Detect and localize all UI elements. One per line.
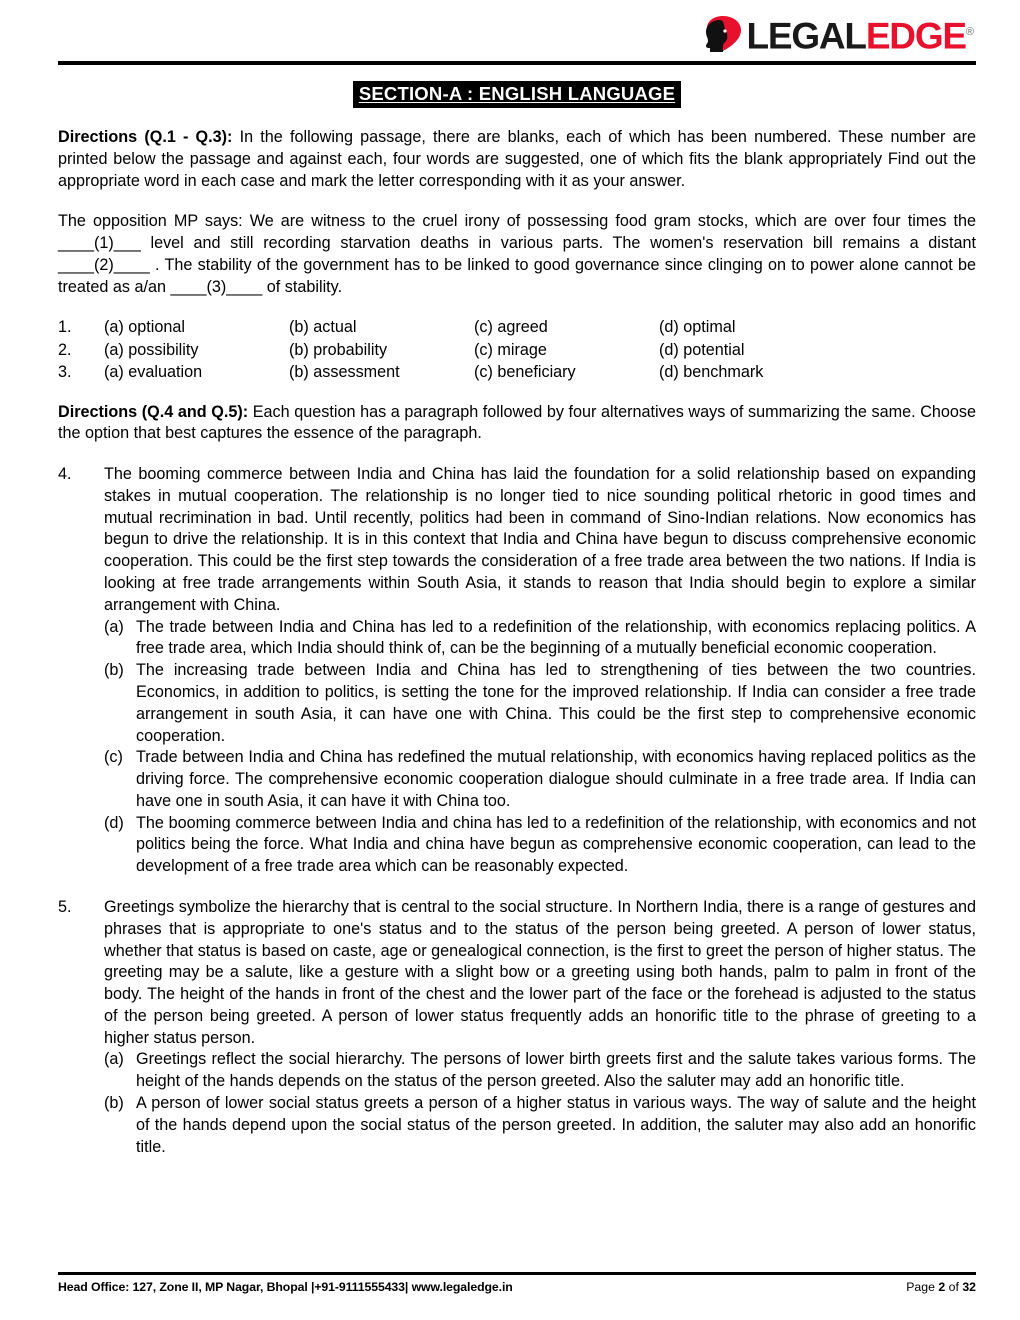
choice-tag: (b) <box>104 661 124 680</box>
question-4-number: 4. <box>58 465 72 484</box>
option-d[interactable]: (d) benchmark <box>659 362 764 381</box>
directions-q4-q5 <box>58 402 976 446</box>
logo-wordmark <box>746 13 974 55</box>
table-row <box>58 316 976 338</box>
choice-text: The increasing trade between India and China has led to strengthening of ties between the two countries. Economics, in addition to politics, is setting the tone for the improved relationship. If India can consider a free trade arrangement in south Asia, it can have one with China. This could be the first step to comprehensive economic cooperation. <box>136 661 976 745</box>
table-row <box>58 361 976 383</box>
page-prefix: Page <box>906 1280 939 1294</box>
logo-legal-text: LEGAL <box>746 15 866 57</box>
question-4-body <box>104 464 976 878</box>
page-total: 32 <box>962 1280 976 1294</box>
option-row-number: 3. <box>58 362 72 381</box>
page-footer <box>58 1272 976 1294</box>
option-b[interactable]: (b) actual <box>289 318 357 337</box>
option-d[interactable]: (d) potential <box>659 340 745 359</box>
directions-q4-q5-label: Directions (Q.4 and Q.5): <box>58 402 249 421</box>
option-c[interactable]: (c) agreed <box>474 318 548 337</box>
option-row-number: 2. <box>58 340 72 359</box>
choice-text: The booming commerce between India and china has led to a redefinition of the relationship, with economics and not politics being the force. What India and china have begun as comprehensive economic cooperation, can lead to the development of a free trade area which can be reasonably expected. <box>136 813 976 876</box>
option-b[interactable]: (b) assessment <box>289 362 400 381</box>
choice-tag: (d) <box>104 813 124 832</box>
choice-tag: (a) <box>104 1050 124 1069</box>
option-d[interactable]: (d) optimal <box>659 318 736 337</box>
footer-page-number <box>906 1280 976 1294</box>
page-header <box>58 14 976 58</box>
registered-trademark-icon: ® <box>965 25 974 38</box>
choice-tag: (c) <box>104 748 123 767</box>
question-4-choice-a[interactable] <box>104 617 976 661</box>
option-a[interactable]: (a) possibility <box>104 340 199 359</box>
directions-q4-q5-text: Each question has a paragraph followed by four alternatives ways of summarizing the same. Choose the option that best captures the essence of the paragraph. <box>58 402 976 443</box>
legaledge-head-logo-icon <box>703 15 743 53</box>
choice-text: Greetings reflect the social hierarchy. The persons of lower birth greets first and the salute takes various forms. The height of the hands depends on the status of the person greeted. Also the saluter may add an honorific title. <box>136 1050 976 1091</box>
cloze-passage: The opposition MP says: We are witness to the cruel irony of possessing food gram stocks, which are over four times the ____(1)___ level and still recording starvation deaths in various parts. The women's reservation bill remains a distant ____(2)____ . The stability of the government has to be linked to good governance since clinging on to power alone cannot be treated as a/an ____(3)____ of stability. <box>58 212 976 296</box>
question-5-choice-b[interactable] <box>104 1093 976 1158</box>
choice-text: A person of lower social status greets a person of a higher status in various ways. The way of salute and the height of the hands depend upon the social status of the person greeted. In addition, the saluter may also add an honorific title. <box>136 1094 976 1156</box>
directions-q1-q3-label: Directions (Q.1 - Q.3): <box>58 128 233 146</box>
word-options-table <box>58 316 976 382</box>
option-b[interactable]: (b) probability <box>289 340 388 359</box>
directions-q1-q3-text: In the following passage, there are blanks, each of which has been numbered. These number are printed below the passage and against each, four words are suggested, one of which fits the blank appropriately Find out the appropriate word in each case and mark the letter corresponding with it as your answer. <box>58 128 976 190</box>
question-5-choice-a[interactable] <box>104 1049 976 1093</box>
section-title-container <box>58 81 976 108</box>
footer-office-info: Head Office: 127, Zone II, MP Nagar, Bhopal |+91-9111555433| www.legaledge.in <box>58 1280 513 1294</box>
question-4-choice-d[interactable] <box>104 813 976 878</box>
table-row <box>58 339 976 361</box>
option-c[interactable]: (c) beneficiary <box>474 362 576 381</box>
choice-text: The trade between India and China has led to a redefinition of the relationship, with economics replacing politics. A free trade area, which India should think of, can be the beginning of a mutually beneficial economic cooperation. <box>136 617 976 658</box>
logo-edge-text: EDGE <box>865 15 966 57</box>
question-4 <box>58 464 976 878</box>
question-5-number: 5. <box>58 897 72 916</box>
footer-row <box>58 1280 976 1294</box>
question-5-passage: Greetings symbolize the hierarchy that is central to the social structure. In Northern India, there is a range of gestures and phrases that is appropriate to one's status and to the status of the person being greeted. A person of lower status, whether that status is based on caste, age or genealogical connection, is the first to greet the person of higher status. The greeting may be a salute, like a gesture with a slight bow or a greeting using both hands, palm to palm in front of the body. The height of the hands in front of the chest and the lower part of the face or the forehead is adjusted to the status of the person being greeted. A person of lower status frequently adds an honorific title to the phrase of greeting to a higher status person. <box>104 897 976 1047</box>
header-divider <box>58 61 976 65</box>
question-4-choice-b[interactable] <box>104 660 976 747</box>
directions-q1-q3 <box>58 127 976 192</box>
choice-tag: (b) <box>104 1094 124 1112</box>
page-current: 2 <box>938 1280 946 1294</box>
option-a[interactable]: (a) evaluation <box>104 362 203 381</box>
choice-text: Trade between India and China has redefined the mutual relationship, with economics having replaced politics as the driving force. The comprehensive economic cooperation dialogue should culminate in a free trade area. If India can have one in south Asia, it can have it with China too. <box>136 748 976 810</box>
question-5 <box>58 897 976 1158</box>
question-4-passage: The booming commerce between India and China has laid the foundation for a solid relationship based on expanding stakes in mutual cooperation. The relationship is no longer tied to nice sounding political rhetoric in good times and mutual recrimination in bad. Until recently, politics had been in command of Sino-Indian relations. Now economics has begun to drive the relationship. It is in this context that India and China have begun to discuss comprehensive economic cooperation. This could be the first step towards the consideration of a free trade area between the two nations. If India is looking at free trade arrangements within South Asia, it stands to reason that India should begin to explore a similar arrangement with China. <box>104 465 976 614</box>
page-mid: of <box>945 1280 963 1294</box>
option-c[interactable]: (c) mirage <box>474 340 547 359</box>
question-4-choice-c[interactable] <box>104 747 976 812</box>
section-title: SECTION-A : ENGLISH LANGUAGE <box>353 81 681 108</box>
option-row-number: 1. <box>58 318 72 337</box>
choice-tag: (a) <box>104 617 124 636</box>
option-a[interactable]: (a) optional <box>104 318 185 337</box>
footer-divider <box>58 1272 976 1275</box>
legaledge-logo <box>703 14 974 57</box>
question-5-body <box>104 897 976 1158</box>
